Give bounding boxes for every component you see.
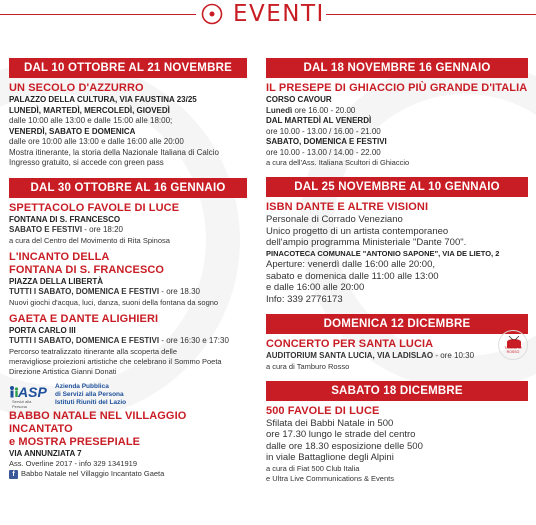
asp-text-line: Azienda Pubblica [55, 382, 109, 390]
asp-logo [9, 383, 47, 409]
event-venue: PINACOTECA COMUNALE "ANTONIO SAPONE", VIA DE LIETO, 2 [266, 248, 500, 258]
event-hours: dalle 10:00 alle 13:00 e dalle 15:00 alle 18:00; [9, 116, 173, 125]
event-title: SPETTACOLO FAVOLE DI LUCE [9, 201, 180, 214]
date-bar: SABATO 18 DICEMBRE [266, 381, 528, 401]
right-column [266, 58, 528, 484]
date-bar: DAL 30 OTTOBRE AL 16 GENNAIO [9, 178, 247, 198]
event-description: dell'ampio programma Ministeriale "Dante 700". [266, 237, 467, 248]
header-rule-right [326, 14, 536, 15]
event-days: TUTTI I SABATO, DOMENICA E FESTIVI [9, 336, 160, 345]
event-time: ore 10.00 - 13.00 / 14.00 - 22.00 [266, 147, 381, 157]
event-days: SABATO E FESTIVI [9, 225, 83, 234]
red-circle-dot-icon [201, 3, 223, 25]
event-time: - ore 18:20 [82, 225, 123, 234]
event-organizer: a cura del Centro del Movimento di Rita Spinosa [9, 235, 170, 245]
date-bar: DAL 25 NOVEMBRE AL 10 GENNAIO [266, 177, 528, 197]
event-venue: PALAZZO DELLA CULTURA, VIA FAUSTINA 23/25 [9, 95, 197, 104]
event-entry-note: Ingresso gratuito, si accede con green pass [9, 158, 164, 167]
tamburo-rosso-logo [498, 330, 528, 360]
event-title: UN SECOLO D'AZZURRO [9, 82, 144, 94]
event-title: L'INCANTO DELLA [9, 250, 110, 263]
asp-logo-word: ASP [18, 383, 47, 400]
event-schedule [266, 351, 474, 362]
event-description: dalle ore 18.30 esposizione delle 500 [266, 440, 423, 452]
date-bar: DOMENICA 12 DICEMBRE [266, 314, 528, 334]
event-days: TUTTI I SABATO, DOMENICA E FESTIVI [9, 287, 160, 296]
event-days: Lunedì [266, 105, 293, 115]
event-title: GAETA E DANTE ALIGHIERI [9, 312, 159, 325]
event-description: Personale di Corrado Veneziano [266, 214, 403, 225]
event-time: ore 16.00 - 20.00 [292, 105, 356, 115]
event-days: VENERDÌ, SABATO E DOMENICA [9, 126, 136, 136]
event-title: FONTANA DI S. FRANCESCO [9, 263, 165, 276]
event-organizer: a cura di Fiat 500 Club Italia [266, 463, 360, 473]
event-title: 500 FAVOLE DI LUCE [266, 404, 380, 417]
event-time: ore 10.00 - 13.00 / 16.00 - 21.00 [266, 126, 381, 136]
event-description: in viale Battaglione degli Alpini [266, 452, 394, 463]
left-column [9, 58, 247, 479]
event-hours: Aperture: venerdì dalle 16:00 alle 20:00, [266, 259, 436, 270]
event-organizer: e Ultra Live Communications & Events [266, 473, 394, 483]
event-venue: AUDITORIUM SANTA LUCIA, VIA LADISLAO [266, 351, 434, 360]
event-time: - ore 16:30 e 17:30 [159, 336, 229, 345]
page-title: EVENTI [233, 1, 325, 27]
event-description: meravigliose proiezioni artistiche che celebrano il Sommo Poeta [9, 356, 222, 366]
event-title: BABBO NATALE NEL VILLAGGIO INCANTATO [9, 409, 187, 435]
event-info: Info: 339 2776173 [266, 293, 343, 305]
event-time: - ore 10:30 [433, 351, 475, 360]
event-venue: CORSO CAVOUR [266, 95, 332, 104]
asp-text-line: Istituti Riuniti del Lazio [55, 398, 127, 406]
page-header [0, 0, 536, 36]
event-description: Unico progetto di un artista contemporaneo [266, 225, 449, 237]
event-direction: Direzione Artistica Gianni Donati [9, 366, 117, 376]
event-hours: dalle ore 10:00 alle 13:00 e dalle 16:00 alle 20:00 [9, 137, 184, 146]
event-days: DAL MARTEDÌ AL VENERDÌ [266, 116, 372, 125]
facebook-link[interactable] [9, 469, 247, 479]
facebook-icon: f [9, 470, 18, 479]
event-schedule [266, 106, 528, 117]
event-venue: FONTANA DI S. FRANCESCO [9, 214, 121, 224]
event-description: Sfilata dei Babbi Natale in 500 [266, 417, 394, 429]
facebook-page-name: Babbo Natale nel Villaggio Incantato Gaeta [21, 469, 165, 478]
event-title: CONCERTO PER SANTA LUCIA [266, 338, 434, 350]
asp-text-line: di Servizi alla Persona [55, 390, 124, 398]
asp-logo-block [9, 383, 247, 407]
event-venue: PORTA CARLO III [9, 325, 76, 335]
event-time: - ore 18.30 [159, 287, 200, 296]
event-organizer: Ass. Overline 2017 - info 329 1341919 [9, 459, 138, 468]
event-venue: PIAZZA DELLA LIBERTÀ [9, 276, 104, 286]
event-description: Mostra itinerante, la storia della Nazionale Italiana di Calcio [9, 147, 219, 157]
date-bar: DAL 18 NOVEMBRE 16 GENNAIO [266, 58, 528, 78]
event-venue: VIA ANNUNZIATA 7 [9, 448, 82, 458]
event-days: LUNEDÌ, MARTEDÌ, MERCOLEDÌ, GIOVEDÌ [9, 105, 170, 115]
event-title: ISBN DANTE E ALTRE VISIONI [266, 201, 429, 213]
event-title: e MOSTRA PRESEPIALE [9, 435, 141, 448]
event-organizer: a cura di Tamburo Rosso [266, 361, 350, 371]
tamburo-logo-label: TAMBURO ROSSO [504, 346, 522, 354]
date-bar: DAL 10 OTTOBRE AL 21 NOVEMBRE [9, 58, 247, 78]
event-days: SABATO, DOMENICA E FESTIVI [266, 137, 387, 146]
event-title: IL PRESEPE DI GHIACCIO PIÙ GRANDE D'ITALIA [266, 82, 528, 94]
event-organizer: a cura dell'Ass. Italiana Scultori di Ghiaccio [266, 158, 410, 167]
asp-logo-sub: Servizi alla Persona [12, 398, 32, 409]
event-description: Nuovi giochi d'acqua, luci, danza, suoni della fontana da sogno [9, 297, 219, 307]
event-description: ore 17.30 lungo le strade del centro [266, 429, 416, 440]
event-schedule [9, 287, 247, 298]
event-schedule [9, 225, 247, 236]
event-hours: e dalle 16:00 alle 20:00 [266, 282, 365, 293]
header-rule-left [0, 14, 196, 15]
event-description: Percorso teatralizzato itinerante alla scoperta delle [9, 346, 178, 356]
event-hours: sabato e domenica dalle 11:00 alle 13:00 [266, 270, 439, 282]
event-schedule [9, 336, 247, 347]
